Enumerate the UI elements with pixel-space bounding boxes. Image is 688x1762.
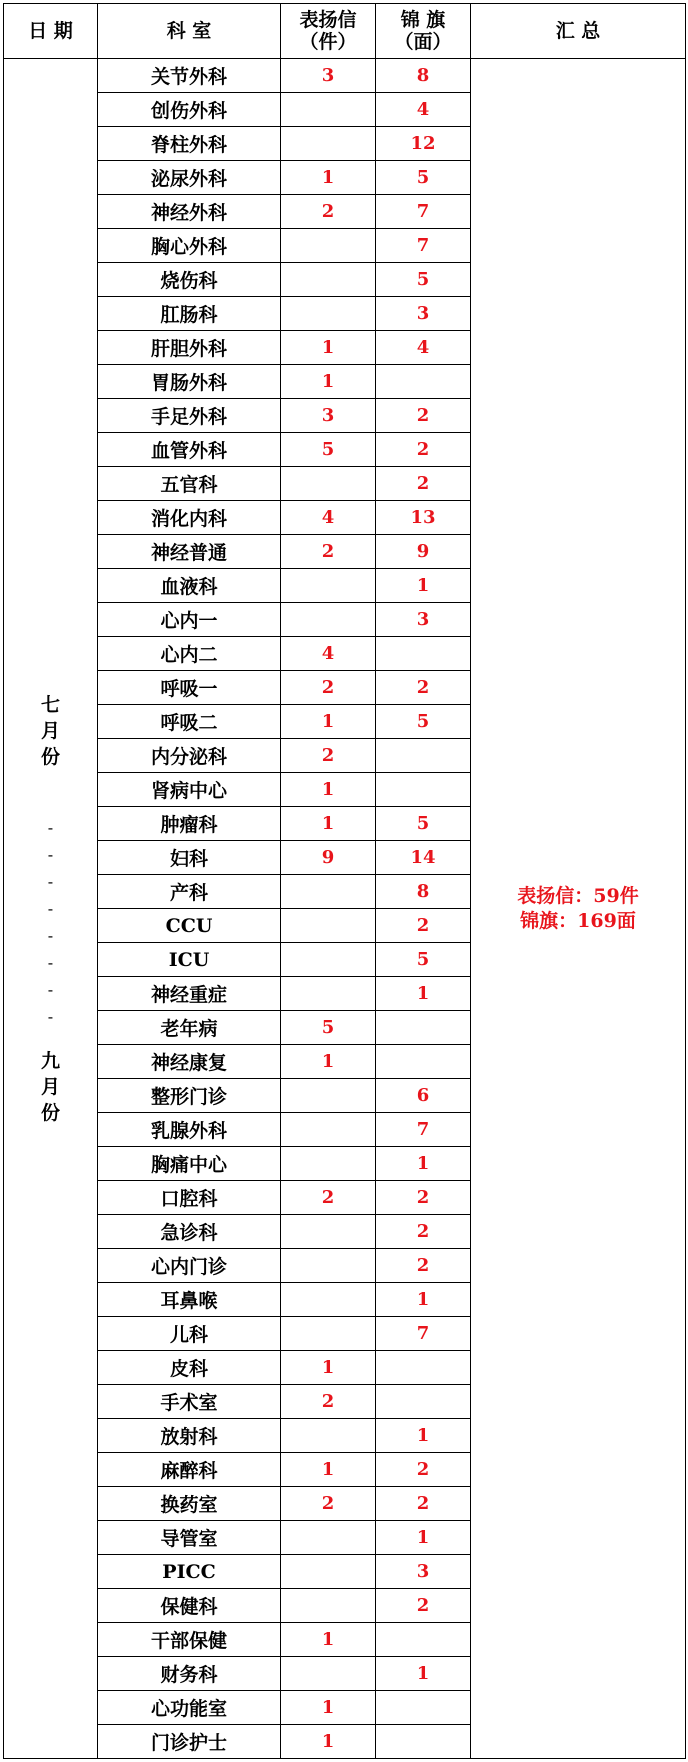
letters-count: 9 <box>281 841 376 875</box>
letters-count <box>281 1147 376 1181</box>
letters-count: 2 <box>281 739 376 773</box>
letters-count <box>281 1079 376 1113</box>
date-dash: - <box>47 979 54 999</box>
banners-count: 3 <box>376 297 471 331</box>
department-name: 儿科 <box>98 1317 281 1351</box>
letters-count: 2 <box>281 1487 376 1521</box>
banners-count: 2 <box>376 671 471 705</box>
department-name: 消化内科 <box>98 501 281 535</box>
banners-count: 4 <box>376 331 471 365</box>
department-name: 肛肠科 <box>98 297 281 331</box>
letters-count: 1 <box>281 365 376 399</box>
letters-count <box>281 603 376 637</box>
banners-count: 3 <box>376 1555 471 1589</box>
letters-count <box>281 127 376 161</box>
header-letters <box>281 4 376 59</box>
letters-count <box>281 467 376 501</box>
banners-count: 7 <box>376 1113 471 1147</box>
letters-count: 1 <box>281 705 376 739</box>
letters-count: 1 <box>281 807 376 841</box>
summary-cell <box>471 59 686 1759</box>
department-name: 神经康复 <box>98 1045 281 1079</box>
letters-count <box>281 977 376 1011</box>
letters-count <box>281 93 376 127</box>
department-name: 内分泌科 <box>98 739 281 773</box>
department-name: 肝胆外科 <box>98 331 281 365</box>
banners-count: 12 <box>376 127 471 161</box>
summary-letters-total: 表扬信：59件 <box>517 884 639 907</box>
letters-count <box>281 1419 376 1453</box>
department-name: 财务科 <box>98 1657 281 1691</box>
banners-count: 2 <box>376 1453 471 1487</box>
banners-count: 5 <box>376 161 471 195</box>
letters-count: 1 <box>281 1725 376 1759</box>
banners-count: 3 <box>376 603 471 637</box>
letters-count <box>281 297 376 331</box>
letters-count: 3 <box>281 399 376 433</box>
letters-count <box>281 875 376 909</box>
department-name: 胃肠外科 <box>98 365 281 399</box>
department-name: 神经普通 <box>98 535 281 569</box>
letters-count <box>281 1317 376 1351</box>
commendation-table <box>3 3 686 1759</box>
letters-count: 2 <box>281 1181 376 1215</box>
banners-count: 1 <box>376 1657 471 1691</box>
banners-count: 1 <box>376 1147 471 1181</box>
date-dash: - <box>47 1006 54 1026</box>
banners-count <box>376 1623 471 1657</box>
letters-count <box>281 569 376 603</box>
date-start-char: 月 <box>40 719 60 742</box>
department-name: 门诊护士 <box>98 1725 281 1759</box>
department-name: 呼吸二 <box>98 705 281 739</box>
banners-count: 1 <box>376 1419 471 1453</box>
department-name: PICC <box>98 1555 281 1589</box>
date-end-char: 月 <box>40 1075 60 1098</box>
date-end-char: 份 <box>40 1101 60 1124</box>
banners-count: 8 <box>376 59 471 93</box>
letters-count <box>281 1215 376 1249</box>
department-name: 血管外科 <box>98 433 281 467</box>
header-banners-line2: （面） <box>394 31 452 53</box>
table-body <box>4 59 686 1759</box>
banners-count <box>376 1725 471 1759</box>
letters-count: 1 <box>281 331 376 365</box>
letters-count: 1 <box>281 773 376 807</box>
department-name: 保健科 <box>98 1589 281 1623</box>
department-name: 血液科 <box>98 569 281 603</box>
banners-count <box>376 1691 471 1725</box>
date-dash: - <box>47 898 54 918</box>
letters-count <box>281 1283 376 1317</box>
department-name: 放射科 <box>98 1419 281 1453</box>
department-name: 妇科 <box>98 841 281 875</box>
header-banners-line1: 锦 旗 <box>400 9 446 31</box>
letters-count <box>281 909 376 943</box>
letters-count <box>281 1589 376 1623</box>
banners-count: 5 <box>376 705 471 739</box>
department-name: 产科 <box>98 875 281 909</box>
banners-count <box>376 773 471 807</box>
header-department: 科 室 <box>98 4 281 59</box>
department-name: 创伤外科 <box>98 93 281 127</box>
letters-count: 1 <box>281 1351 376 1385</box>
banners-count <box>376 1351 471 1385</box>
department-name: 肾病中心 <box>98 773 281 807</box>
banners-count: 7 <box>376 229 471 263</box>
letters-count <box>281 1521 376 1555</box>
banners-count: 2 <box>376 909 471 943</box>
department-name: 口腔科 <box>98 1181 281 1215</box>
letters-count <box>281 1249 376 1283</box>
letters-count <box>281 943 376 977</box>
letters-count: 2 <box>281 535 376 569</box>
date-dash: - <box>47 952 54 972</box>
department-name: 心内门诊 <box>98 1249 281 1283</box>
banners-count: 1 <box>376 569 471 603</box>
department-name: 心功能室 <box>98 1691 281 1725</box>
date-end-char: 九 <box>40 1049 60 1072</box>
letters-count: 2 <box>281 195 376 229</box>
letters-count: 4 <box>281 637 376 671</box>
letters-count: 5 <box>281 1011 376 1045</box>
banners-count <box>376 1045 471 1079</box>
banners-count: 1 <box>376 977 471 1011</box>
header-banners <box>376 4 471 59</box>
department-name: 胸痛中心 <box>98 1147 281 1181</box>
banners-count: 2 <box>376 1215 471 1249</box>
letters-count: 1 <box>281 161 376 195</box>
banners-count: 2 <box>376 1589 471 1623</box>
department-name: 急诊科 <box>98 1215 281 1249</box>
header-date: 日 期 <box>4 4 98 59</box>
department-name: CCU <box>98 909 281 943</box>
department-name: 手足外科 <box>98 399 281 433</box>
date-range-cell <box>4 59 98 1759</box>
banners-count: 2 <box>376 1181 471 1215</box>
department-name: 耳鼻喉 <box>98 1283 281 1317</box>
header-letters-line2: （件） <box>299 31 357 53</box>
banners-count: 13 <box>376 501 471 535</box>
department-name: 导管室 <box>98 1521 281 1555</box>
banners-count: 2 <box>376 399 471 433</box>
department-name: 麻醉科 <box>98 1453 281 1487</box>
date-start-char: 七 <box>40 693 60 716</box>
department-name: 神经重症 <box>98 977 281 1011</box>
banners-count: 2 <box>376 1249 471 1283</box>
department-name: 老年病 <box>98 1011 281 1045</box>
letters-count: 2 <box>281 671 376 705</box>
department-name: 烧伤科 <box>98 263 281 297</box>
banners-count: 5 <box>376 943 471 977</box>
banners-count: 14 <box>376 841 471 875</box>
header-row <box>4 4 686 59</box>
header-summary: 汇 总 <box>471 4 686 59</box>
department-name: 手术室 <box>98 1385 281 1419</box>
department-name: 五官科 <box>98 467 281 501</box>
banners-count <box>376 365 471 399</box>
banners-count: 2 <box>376 1487 471 1521</box>
letters-count: 2 <box>281 1385 376 1419</box>
department-name: 胸心外科 <box>98 229 281 263</box>
banners-count: 7 <box>376 195 471 229</box>
department-name: 呼吸一 <box>98 671 281 705</box>
banners-count: 1 <box>376 1521 471 1555</box>
date-dash: - <box>47 871 54 891</box>
banners-count: 4 <box>376 93 471 127</box>
banners-count: 9 <box>376 535 471 569</box>
banners-count <box>376 1385 471 1419</box>
letters-count <box>281 1657 376 1691</box>
banners-count: 5 <box>376 807 471 841</box>
banners-count: 5 <box>376 263 471 297</box>
banners-count: 1 <box>376 1283 471 1317</box>
department-name: 脊柱外科 <box>98 127 281 161</box>
department-name: 心内二 <box>98 637 281 671</box>
date-start-char: 份 <box>40 745 60 768</box>
letters-count: 5 <box>281 433 376 467</box>
banners-count: 8 <box>376 875 471 909</box>
letters-count <box>281 229 376 263</box>
department-name: 乳腺外科 <box>98 1113 281 1147</box>
header-letters-line1: 表扬信 <box>299 9 357 31</box>
letters-count: 3 <box>281 59 376 93</box>
department-name: 换药室 <box>98 1487 281 1521</box>
letters-count: 1 <box>281 1691 376 1725</box>
letters-count <box>281 1555 376 1589</box>
letters-count: 1 <box>281 1045 376 1079</box>
letters-count: 1 <box>281 1623 376 1657</box>
department-name: ICU <box>98 943 281 977</box>
banners-count <box>376 739 471 773</box>
banners-count <box>376 637 471 671</box>
department-name: 泌尿外科 <box>98 161 281 195</box>
department-name: 心内一 <box>98 603 281 637</box>
department-name: 神经外科 <box>98 195 281 229</box>
department-name: 皮科 <box>98 1351 281 1385</box>
table-header <box>4 4 686 59</box>
banners-count: 2 <box>376 433 471 467</box>
banners-count: 7 <box>376 1317 471 1351</box>
department-name: 整形门诊 <box>98 1079 281 1113</box>
banners-count: 2 <box>376 467 471 501</box>
letters-count <box>281 1113 376 1147</box>
summary-banners-total: 锦旗：169面 <box>520 909 636 932</box>
letters-count: 1 <box>281 1453 376 1487</box>
department-name: 肿瘤科 <box>98 807 281 841</box>
department-name: 干部保健 <box>98 1623 281 1657</box>
letters-count: 4 <box>281 501 376 535</box>
banners-count <box>376 1011 471 1045</box>
table-row <box>4 59 686 93</box>
date-dash: - <box>47 817 54 837</box>
date-dash: - <box>47 844 54 864</box>
letters-count <box>281 263 376 297</box>
date-dash: - <box>47 925 54 945</box>
department-name: 关节外科 <box>98 59 281 93</box>
banners-count: 6 <box>376 1079 471 1113</box>
